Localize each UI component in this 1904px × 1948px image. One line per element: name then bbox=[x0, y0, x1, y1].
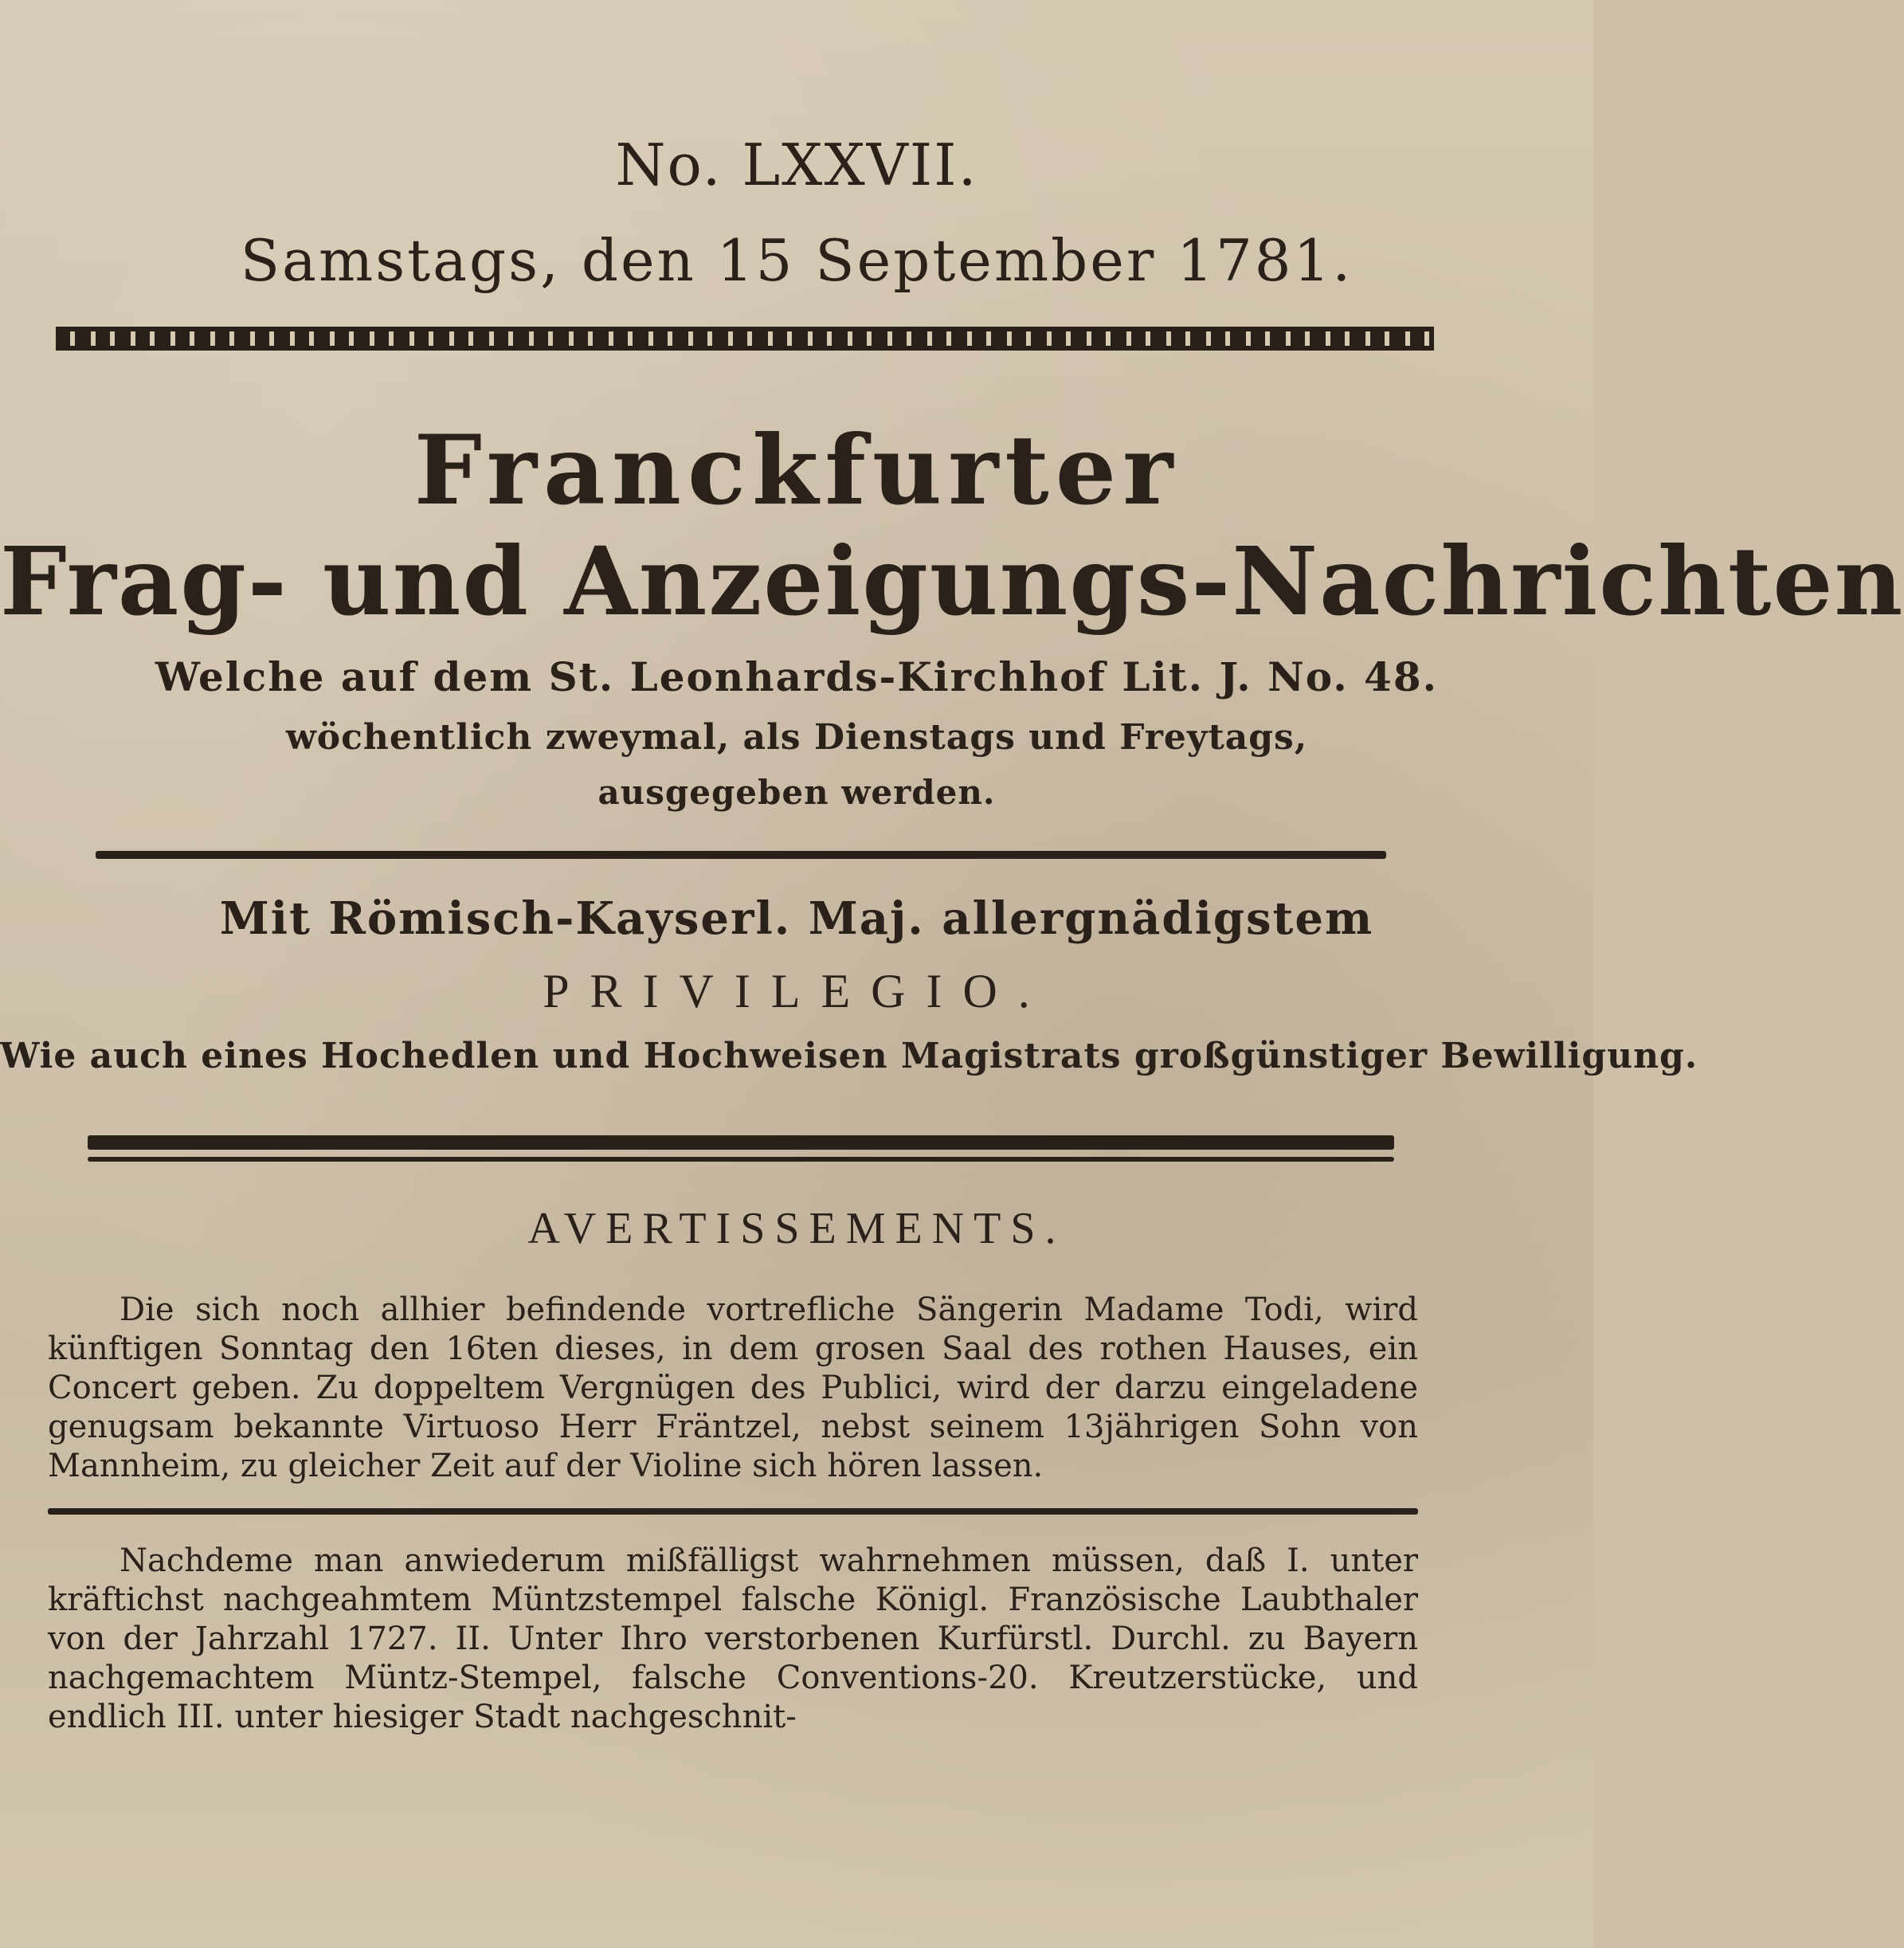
issue-date: Samstags, den 15 September 1781. bbox=[240, 227, 1354, 294]
masthead-title-line-1: Franckfurter bbox=[413, 414, 1180, 527]
issue-number: No. LXXVII. bbox=[615, 131, 978, 198]
ornamental-rule bbox=[56, 327, 1434, 351]
divider-rule bbox=[96, 851, 1386, 859]
privilege-line-1: Mit Römisch-Kayserl. Maj. allergnädigstem bbox=[219, 892, 1374, 945]
masthead-subtitle-address: Welche auf dem St. Leonhards-Kirchhof Lit. J. No. 48. bbox=[155, 653, 1439, 700]
masthead-subtitle-frequency: wöchentlich zweymal, als Dienstags und Freytags, bbox=[285, 717, 1308, 758]
double-rule-thick bbox=[88, 1135, 1394, 1150]
notice-paragraph-coins: Nachdeme man anwiederum mißfälligst wahrnehmen müssen, daß I. unter kräftichst nachgeahmtem Müntzstempel falsche Königl. Französische Laubthaler von der Jahrzahl 1727. II. Unter Ihro verstorbenen Kurfürstl. Durchl. zu Bayern nachgemachtem Müntz-Stempel, falsche Conventions-20. Kreutzerstücke, und endlich III. unter hiesiger Stadt nachgeschnit- bbox=[48, 1542, 1418, 1735]
privilege-line-2: PRIVILEGIO. bbox=[543, 965, 1051, 1017]
double-rule-thin bbox=[88, 1157, 1394, 1162]
notice-paragraph-concert: Die sich noch allhier befindende vortrefliche Sängerin Madame Todi, wird künftigen Sonntag den 16ten dieses, in dem grosen Saal des rothen Hauses, ein Concert geben. Zu doppeltem Vergnügen des Publici, wird der darzu eingeladene genugsam bekannte Virtuoso Herr Fräntzel, nebst seinem 13jährigen Sohn von Mannheim, zu gleicher Zeit auf der Violine sich hören lassen. bbox=[48, 1291, 1418, 1484]
masthead-subtitle-issued: ausgegeben werden. bbox=[597, 773, 996, 812]
privilege-line-3: Wie auch eines Hochedlen und Hochweisen Magistrats großgünstiger Bewilligung. bbox=[0, 1036, 1698, 1076]
masthead-title-line-2: Frag- und Anzeigungs-Nachrichten bbox=[0, 526, 1904, 637]
section-heading: AVERTISSEMENTS. bbox=[527, 1204, 1066, 1253]
notice-divider-rule bbox=[48, 1508, 1418, 1515]
